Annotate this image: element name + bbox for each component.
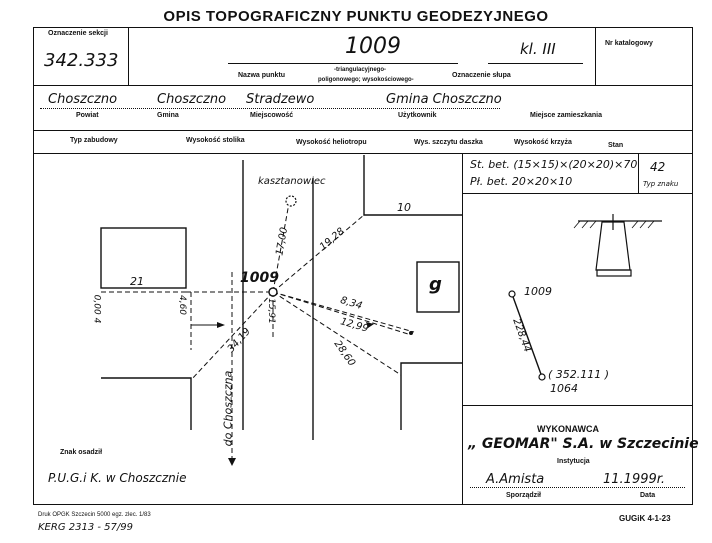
powiat-label: Powiat [76, 112, 99, 119]
building-lower-right-outline [401, 363, 462, 430]
section-value: 342.333 [44, 50, 119, 71]
building-g-label: g [429, 274, 442, 295]
section-label: Oznaczenie sekcji [48, 30, 108, 37]
powiat-value: Choszczno [48, 92, 118, 107]
point-1009-label: 1009 [240, 270, 279, 286]
line-19-28 [273, 215, 364, 292]
contractor-value: „ GEOMAR" S.A. w Szczecinie [468, 436, 699, 452]
form-code: GUGiK 4-1-23 [619, 514, 671, 523]
dist-15-91: 15,91 [265, 298, 276, 324]
point-class: kl. III [520, 40, 556, 58]
road-label: do Choszczna [221, 370, 235, 447]
miejscowosc-label: Miejscowość [250, 112, 294, 119]
side-point-1009 [509, 291, 515, 297]
wysokosc-heliotropu-label: Wysokość heliotropu [296, 139, 367, 146]
stamp-reference: KERG 2313 - 57/99 [38, 522, 133, 533]
typ-zabudowy-label: Typ zabudowy [70, 137, 118, 144]
building-21-label: 21 [130, 275, 144, 288]
tree-label: kasztanowiec [258, 176, 326, 187]
point-b-marker [409, 331, 413, 335]
network-option-1: -triangulacyjnego- [334, 67, 387, 73]
catalog-label: Nr katalogowy [605, 40, 653, 47]
dist-tree: 17,00 [274, 226, 291, 257]
prepared-value: A.Amista [486, 472, 545, 487]
dist-0-00: 0,00 4 [91, 294, 102, 324]
dist-4-60: 4,60 [177, 294, 188, 316]
side-point-1009-label: 1009 [524, 285, 552, 298]
tree-marker [286, 196, 296, 206]
stan-label: Stan [608, 142, 624, 149]
type-number: 42 [650, 160, 666, 174]
print-info: Druk OPGK Szczecin 5000 egz. zlec. 1/83 [38, 512, 151, 518]
miejsce-label: Miejsce zamieszkania [530, 112, 602, 119]
side-point-1064 [539, 374, 545, 380]
dist-34-19: 34,19 [225, 326, 253, 355]
gmina-label: Gmina [157, 112, 179, 119]
post-base [597, 270, 631, 276]
document-title: OPIS TOPOGRAFICZNY PUNKTU GEODEZYJNEGO [163, 8, 549, 25]
point-1009-marker [269, 288, 277, 296]
dist-8-34: 8,34 [338, 294, 364, 313]
building-lower-left-outline [101, 378, 191, 430]
building-10-label: 10 [397, 201, 411, 214]
point-name-label: Nazwa punktu [238, 72, 286, 79]
wysokosc-krzyza-label: Wysokość krzyża [514, 139, 572, 146]
spec-line-1: St. bet. (15×15)×(20×20)×70 [470, 158, 638, 171]
uzytkownik-value: Gmina Choszczno [386, 92, 502, 107]
date-label: Data [640, 492, 656, 499]
dist-19-28: 19,28 [317, 226, 347, 253]
uzytkownik-label: Użytkownik [398, 112, 437, 119]
miejscowosc-value: Stradzewo [246, 92, 315, 107]
side-point-1064-label: 1064 [550, 382, 578, 395]
building-10-outline [364, 155, 462, 215]
side-distance-label: 228,44 [510, 317, 533, 354]
line-28-60 [273, 292, 401, 375]
gmina-value: Choszczno [157, 92, 227, 107]
arrow-down [228, 458, 236, 466]
point-number: 1009 [345, 34, 401, 59]
dist-28-60: 28,60 [331, 338, 358, 369]
contractor-label: WYKONAWCA [537, 424, 599, 434]
wysokosc-stolika-label: Wysokość stolika [186, 137, 245, 144]
date-value: 11.1999r. [603, 472, 666, 487]
signs-label: Znak osadził [60, 449, 103, 456]
network-option-2: poligonowego; wysokościowego- [318, 77, 414, 83]
dist-12-99: 12,99 [339, 316, 370, 335]
institution-label: Instytucja [557, 458, 590, 465]
prepared-label: Sporządził [506, 492, 542, 499]
post-label: Oznaczenie słupa [452, 72, 511, 79]
side-point-b-label: ( 352.111 ) [548, 368, 610, 381]
spec-line-2: Pł. bet. 20×20×10 [470, 175, 573, 188]
type-label: Typ znaku [643, 180, 679, 188]
signs-value: P.U.G.i K. w Choszcznie [48, 471, 187, 485]
wys-daszka-label: Wys. szczytu daszka [414, 139, 483, 146]
